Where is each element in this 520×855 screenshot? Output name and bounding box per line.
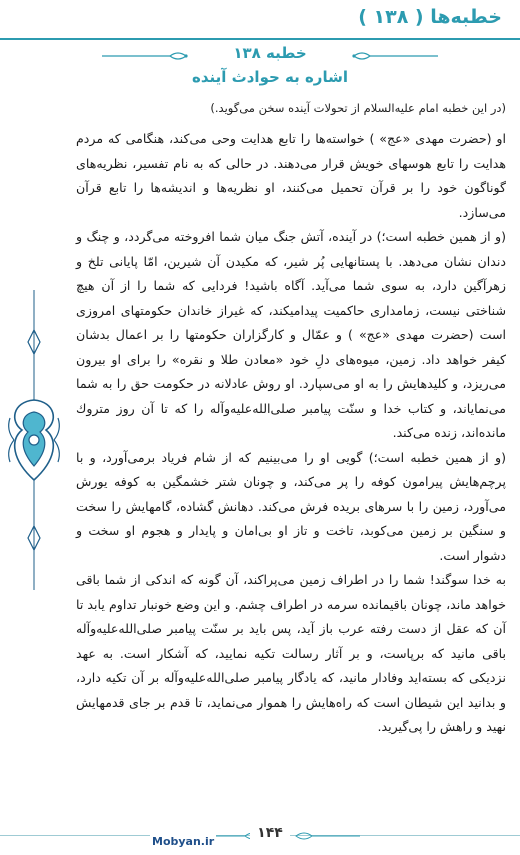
intro-note: (در این خطبه امام علیه‌السلام از تحولات آینده سخن می‌گوید.) bbox=[210, 101, 506, 115]
paragraph: به خدا سوگند! شما را در اطراف زمین می‌پراکند، آن گونه که اندکی از شما باقی خواهد ماند، چونان باقیمانده سرمه در اطراف چشم. و این وضع خونبار تداوم یابد تا آن که عقل از دست رفته عرب باز آید، پس باید بر سنّت پیامبر صلی‌الله‌علیه‌وآله باقی مانید که برپاست، و بر آثار رسالت تکیه نمایید، که آشکار است. به عهد نزدیکی که بسته‌اید وفادار مانید، که یادگار پیامبر صلی‌الله‌علیه‌وآله بر آن تکیه دارد، و بدانید این شیطان است که راه‌هایش را هموار می‌نماید، تا قدم بر جای قدمهایش نهید و راهش را پی‌گیرید. bbox=[76, 572, 506, 734]
paragraph: (و از همین خطبه است؛) گویی او را می‌بینیم که از شام فریاد برمی‌آورد، و با پرچم‌هایش پیرامون کوفه را پر می‌کند، و چونان شتر خشمگین به کوفه یورش می‌آورد، زمین را با سرهای بریده فرش می‌کند. دهانش گشاده، گامهایش را سخت و سنگین بر زمین می‌کوبد، تاخت و تاز او بی‌امان و پایدار و هجوم او سخت و دشوار است. bbox=[76, 449, 506, 563]
sermon-title: خطبه ۱۳۸ bbox=[233, 44, 307, 62]
sermon-heading bbox=[60, 40, 480, 98]
sermon-body bbox=[76, 127, 506, 740]
site-watermark: Mobyan.ir bbox=[152, 835, 215, 848]
running-title: خطبه‌ها ( ۱۳۸ ) bbox=[358, 6, 502, 28]
page-number: ۱۴۴ bbox=[250, 825, 290, 841]
sermon-subtitle: اشاره به حوادث آینده bbox=[192, 68, 348, 86]
page-footer bbox=[0, 821, 520, 855]
paragraph: او (حضرت مهدی «عج» ) خواسته‌ها را تابع هدایت وحی می‌کند، هنگامی که مردم هدایت را تابع هوسهای خویش قرار می‌دهند. در حالی که به نام تفسیر، نظریه‌های گوناگون خود را بر قرآن تحمیل می‌کنند، او نظریه‌ها و اندیشه‌ها را تابع قرآن می‌سازد. bbox=[76, 131, 506, 220]
footer-ornament-right bbox=[292, 829, 362, 843]
paragraph: (و از همین خطبه است؛) در آینده، آتش جنگ میان شما افروخته می‌گردد، و چنگ و دندان نشان می‌دهد. با پستانهایی پُر شیر، که مکیدن آن شیرین، امّا پایانی تلخ و زهرآگین دارد، به سوی شما می‌آید. آگاه باشید! فردایی که شما را از آن هیچ شناختی نیست، زمامداری حاکمیت پیدامیکند، که غیراز خاندان حکومتهای امروزی است (حضرت مهدی «عج» ) و عمّال و کارگزاران حکومتها را بر اعمال بدشان کیفر خواهد داد. زمین، میوه‌های دلِ خود «معادن طلا و نقره» را برای او بیرون می‌ریزد، و کلیدهایش را به او می‌سپارد. او روش عادلانه در حکومت حق را به شما می‌نمایاند، و کتاب خدا و سنّت پیامبر صلی‌الله‌علیه‌وآله را که تا آن روز متروك مانده‌اند، زنده می‌کند. bbox=[76, 229, 506, 440]
page-header bbox=[0, 0, 520, 44]
side-ornament-icon bbox=[4, 290, 64, 590]
